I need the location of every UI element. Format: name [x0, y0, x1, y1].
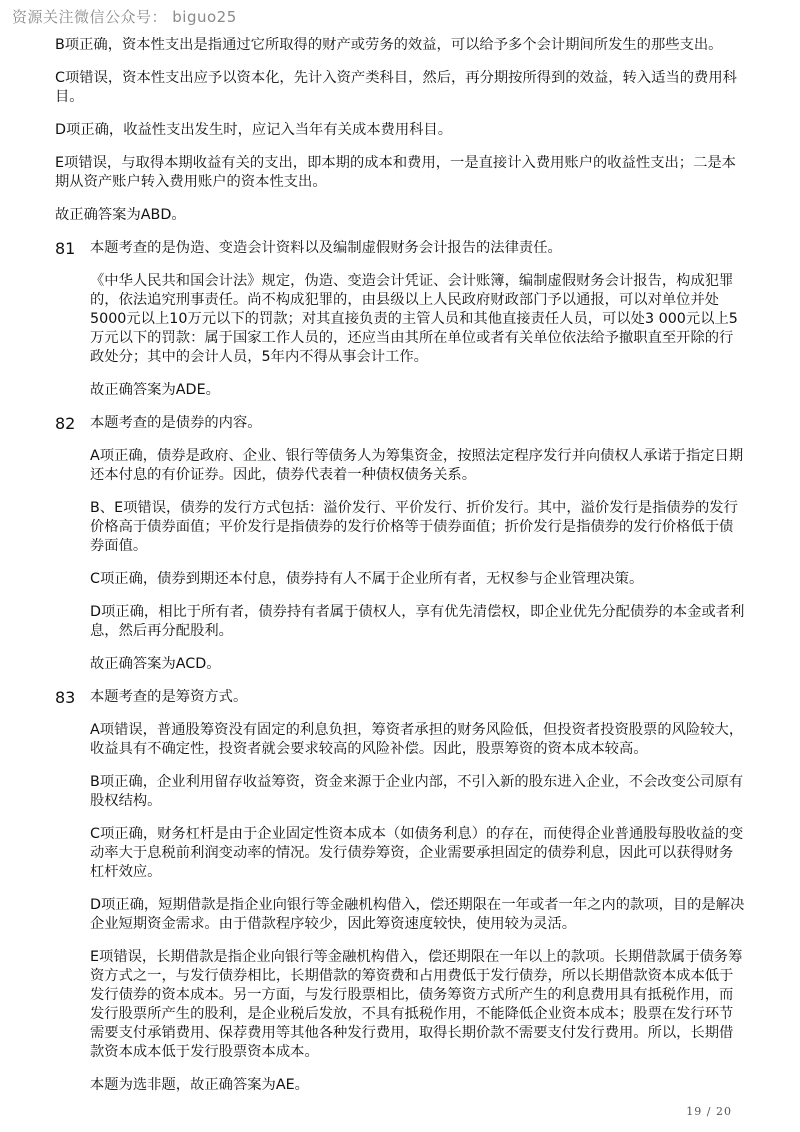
question-number: 83	[55, 688, 76, 707]
answer: 本题为选非题，故正确答案为AE。	[90, 1077, 309, 1093]
paragraph: D项正确，相比于所有者，债券持有者属于债权人，享有优先清偿权，即企业优先分配债券的本金或者利息，然后再分配股利。	[90, 604, 745, 639]
question-81-heading	[55, 239, 745, 258]
question-title: 本题考查的是债券的内容。	[90, 415, 262, 431]
paragraph: D项正确，短期借款是指企业向银行等金融机构借入，偿还期限在一年或者一年之内的款项，目的是解决企业短期资金需求。由于借款程序较少，因此筹资速度较快，使用较为灵活。	[90, 897, 745, 932]
paragraph: C项正确，财务杠杆是由于企业固定性资本成本（如债务利息）的存在，而使得企业普通股每股收益的变动率大于息税前利润变动率的情况。发行债券筹资，企业需要承担固定的债券利息，因此可以获得财务杠杆效应。	[90, 826, 744, 880]
paragraph: A项正确，债券是政府、企业、银行等债务人为筹集资金，按照法定程序发行并向债权人承诺于指定日期还本付息的有价证券。因此，债券代表着一种债权债务关系。	[90, 448, 744, 483]
question-82-heading	[55, 414, 745, 433]
watermark: 资源关注微信公众号： biguo25	[12, 8, 237, 26]
paragraph: 《中华人民共和国会计法》规定，伪造、变造会计凭证、会计账簿，编制虚假财务会计报告，构成犯罪的，依法追究刑事责任。尚不构成犯罪的，由县级以上人民政府财政部门予以通报，可以对单位并处5000元以上10万元以下的罚款；对其直接负责的主管人员和其他直接责任人员，可以处3 000元以上5万元以下的罚款：属于国家工作人员的，还应当由其所在单位或者有关单位依法给予撤职直至开除的行政处分；其中的会计人员，5年内不得从事会计工作。	[90, 273, 738, 365]
paragraph: C项正确，债券到期还本付息，债券持有人不属于企业所有者，无权参与企业管理决策。	[90, 571, 644, 587]
paragraph: E项错误，长期借款是指企业向银行等金融机构借入，偿还期限在一年以上的款项。长期借款属于债务筹资方式之一，与发行债券相比，长期借款的筹资费和占用费低于发行债券，所以长期借款资本成本低于发行债券的资本成本。另一方面，与发行股票相比，债务筹资方式所产生的利息费用具有抵税作用，而发行股票所产生的股利，是企业税后发放，不具有抵税作用，不能降低企业资本成本；股票在发行环节需要支付承销费用、保荐费用等其他各种发行费用，取得长期价款不需要支付发行费用。所以，长期借款资本成本低于发行股票资本成本。	[90, 949, 743, 1060]
document-body	[55, 36, 745, 1095]
page-separator: /	[706, 1105, 712, 1118]
question-title: 本题考查的是筹资方式。	[90, 689, 248, 705]
page-indicator	[686, 1105, 732, 1118]
paragraph: B项正确，企业利用留存收益筹资，资金来源于企业内部，不引入新的股东进入企业，不会改变公司原有股权结构。	[90, 774, 744, 809]
paragraph: D项正确，收益性支出发生时，应记入当年有关成本费用科目。	[55, 122, 453, 138]
question-title: 本题考查的是伪造、变造会计资料以及编制虚假财务会计报告的法律责任。	[90, 240, 562, 256]
question-number: 81	[55, 239, 76, 258]
paragraph: B项正确，资本性支出是指通过它所取得的财产或劳务的效益，可以给予多个会计期间所发生的那些支出。	[55, 37, 723, 53]
paragraph: B、E项错误，债券的发行方式包括：溢价发行、平价发行、折价发行。其中，溢价发行是指债券的发行价格高于债券面值；平价发行是指债券的发行价格等于债券面值；折价发行是指债券的发行价格低于债券面值。	[90, 500, 738, 554]
paragraph: A项错误，普通股筹资没有固定的利息负担，筹资者承担的财务风险低，但投资者投资股票的风险较大，收益具有不确定性，投资者就会要求较高的风险补偿。因此，股票筹资的资本成本较高。	[90, 722, 744, 757]
paragraph: C项错误，资本性支出应予以资本化，先计入资产类科目，然后，再分期按所得到的效益，转入适当的费用科目。	[55, 70, 737, 105]
answer: 故正确答案为ACD。	[90, 656, 221, 672]
answer: 故正确答案为ADE。	[90, 382, 220, 398]
current-page: 19	[686, 1105, 703, 1118]
question-83-heading	[55, 688, 745, 707]
paragraph: E项错误，与取得本期收益有关的支出，即本期的成本和费用，一是直接计入费用账户的收益性支出；二是本期从资产账户转入费用账户的资本性支出。	[55, 155, 736, 190]
total-pages: 20	[716, 1105, 732, 1118]
answer: 故正确答案为ABD。	[55, 207, 186, 223]
question-number: 82	[55, 414, 76, 433]
